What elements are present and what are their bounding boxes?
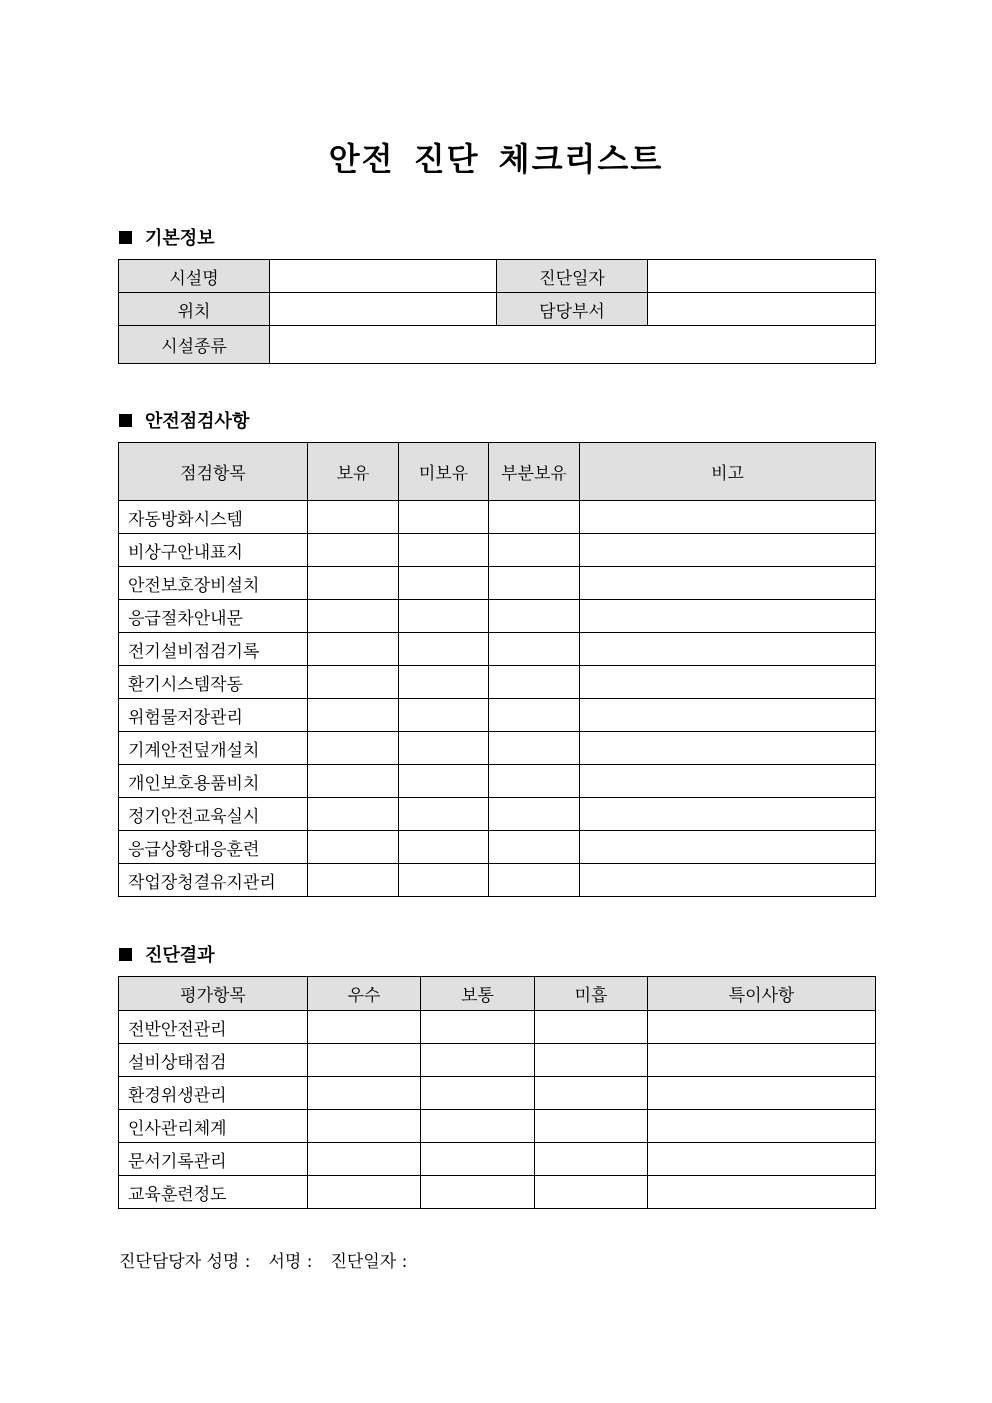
item-label: 위험물저장관리 — [119, 699, 308, 732]
item-label: 교육훈련정도 — [119, 1176, 308, 1209]
check-cell[interactable] — [399, 534, 489, 567]
inspection-row — [119, 501, 876, 534]
label-location: 위치 — [119, 293, 270, 326]
check-cell[interactable] — [489, 765, 580, 798]
col-header: 비고 — [580, 443, 876, 501]
result-row — [119, 1143, 876, 1176]
col-header: 점검항목 — [119, 443, 308, 501]
check-cell[interactable] — [489, 831, 580, 864]
check-cell[interactable] — [308, 798, 399, 831]
check-cell[interactable] — [308, 1077, 421, 1110]
item-label: 정기안전교육실시 — [119, 798, 308, 831]
check-cell[interactable] — [421, 1176, 535, 1209]
inspection-row — [119, 831, 876, 864]
remark-cell[interactable] — [648, 1110, 876, 1143]
remark-cell[interactable] — [580, 600, 876, 633]
item-label: 기계안전덮개설치 — [119, 732, 308, 765]
check-cell[interactable] — [535, 1011, 648, 1044]
remark-cell[interactable] — [580, 831, 876, 864]
check-cell[interactable] — [399, 567, 489, 600]
remark-cell[interactable] — [648, 1044, 876, 1077]
check-cell[interactable] — [399, 699, 489, 732]
inspection-row — [119, 567, 876, 600]
check-cell[interactable] — [308, 534, 399, 567]
col-header: 미흡 — [535, 977, 648, 1011]
section-basic-label: 기본정보 — [145, 228, 215, 249]
section-result-heading — [119, 941, 215, 967]
inspection-row — [119, 633, 876, 666]
remark-cell[interactable] — [580, 666, 876, 699]
result-row — [119, 1044, 876, 1077]
check-cell[interactable] — [308, 765, 399, 798]
check-cell[interactable] — [421, 1143, 535, 1176]
section-inspection-label: 안전점검사항 — [145, 411, 250, 432]
inspection-row — [119, 534, 876, 567]
item-label: 안전보호장비설치 — [119, 567, 308, 600]
inspection-row — [119, 765, 876, 798]
section-basic-heading — [119, 224, 215, 250]
section-result-label: 진단결과 — [145, 945, 215, 966]
check-cell[interactable] — [399, 600, 489, 633]
remark-cell[interactable] — [648, 1077, 876, 1110]
check-cell[interactable] — [489, 666, 580, 699]
check-cell[interactable] — [308, 699, 399, 732]
check-cell[interactable] — [489, 501, 580, 534]
facility-type-field[interactable] — [270, 326, 876, 364]
check-cell[interactable] — [535, 1044, 648, 1077]
check-cell[interactable] — [308, 633, 399, 666]
inspection-header-row — [119, 443, 876, 501]
remark-cell[interactable] — [580, 864, 876, 897]
location-field[interactable] — [270, 293, 497, 326]
check-cell[interactable] — [535, 1077, 648, 1110]
item-label: 인사관리체계 — [119, 1110, 308, 1143]
item-label: 설비상태점검 — [119, 1044, 308, 1077]
check-cell[interactable] — [489, 567, 580, 600]
check-cell[interactable] — [399, 864, 489, 897]
check-cell[interactable] — [489, 732, 580, 765]
inspection-row — [119, 666, 876, 699]
result-table — [118, 976, 876, 1209]
check-cell[interactable] — [399, 501, 489, 534]
square-bullet-icon — [119, 948, 132, 961]
square-bullet-icon — [119, 231, 132, 244]
col-header: 미보유 — [399, 443, 489, 501]
inspection-row — [119, 600, 876, 633]
item-label: 작업장청결유지관리 — [119, 864, 308, 897]
section-inspection-heading — [119, 407, 249, 433]
item-label: 문서기록관리 — [119, 1143, 308, 1176]
inspection-table — [118, 442, 876, 897]
inspection-row — [119, 864, 876, 897]
check-cell[interactable] — [489, 798, 580, 831]
label-department: 담당부서 — [497, 293, 648, 326]
label-diag-date: 진단일자 — [497, 260, 648, 293]
check-cell[interactable] — [308, 831, 399, 864]
diag-date-field[interactable] — [648, 260, 876, 293]
remark-cell[interactable] — [648, 1143, 876, 1176]
col-header: 특이사항 — [648, 977, 876, 1011]
check-cell[interactable] — [421, 1077, 535, 1110]
square-bullet-icon — [119, 414, 132, 427]
check-cell[interactable] — [399, 732, 489, 765]
item-label: 전반안전관리 — [119, 1011, 308, 1044]
inspection-row — [119, 732, 876, 765]
check-cell[interactable] — [535, 1110, 648, 1143]
inspector-name-label: 진단담당자 성명 : — [119, 1252, 251, 1272]
check-cell[interactable] — [308, 1011, 421, 1044]
item-label: 전기설비점검기록 — [119, 633, 308, 666]
check-cell[interactable] — [308, 501, 399, 534]
check-cell[interactable] — [421, 1044, 535, 1077]
col-header: 부분보유 — [489, 443, 580, 501]
check-cell[interactable] — [399, 798, 489, 831]
check-cell[interactable] — [489, 864, 580, 897]
facility-name-field[interactable] — [270, 260, 497, 293]
result-row — [119, 1176, 876, 1209]
check-cell[interactable] — [308, 1143, 421, 1176]
signature-line — [119, 1247, 425, 1272]
remark-cell[interactable] — [580, 699, 876, 732]
result-header-row — [119, 977, 876, 1011]
check-cell[interactable] — [308, 864, 399, 897]
label-facility-type: 시설종류 — [119, 326, 270, 364]
col-header: 우수 — [308, 977, 421, 1011]
remark-cell[interactable] — [580, 798, 876, 831]
check-cell[interactable] — [308, 1110, 421, 1143]
check-cell[interactable] — [399, 831, 489, 864]
check-cell[interactable] — [308, 1176, 421, 1209]
check-cell[interactable] — [489, 600, 580, 633]
col-header: 평가항목 — [119, 977, 308, 1011]
remark-cell[interactable] — [580, 534, 876, 567]
label-facility-name: 시설명 — [119, 260, 270, 293]
remark-cell[interactable] — [580, 567, 876, 600]
inspection-row — [119, 699, 876, 732]
item-label: 비상구안내표지 — [119, 534, 308, 567]
check-cell[interactable] — [308, 732, 399, 765]
check-cell[interactable] — [399, 765, 489, 798]
remark-cell[interactable] — [580, 501, 876, 534]
check-cell[interactable] — [399, 666, 489, 699]
check-cell[interactable] — [421, 1110, 535, 1143]
inspection-row — [119, 798, 876, 831]
check-cell[interactable] — [308, 1044, 421, 1077]
item-label: 개인보호용품비치 — [119, 765, 308, 798]
check-cell[interactable] — [421, 1011, 535, 1044]
check-cell[interactable] — [308, 666, 399, 699]
check-cell[interactable] — [308, 567, 399, 600]
remark-cell[interactable] — [580, 732, 876, 765]
check-cell[interactable] — [489, 534, 580, 567]
footer-date-label: 진단일자 : — [330, 1252, 408, 1272]
item-label: 응급절차안내문 — [119, 600, 308, 633]
item-label: 환기시스템작동 — [119, 666, 308, 699]
result-row — [119, 1077, 876, 1110]
remark-cell[interactable] — [580, 765, 876, 798]
remark-cell[interactable] — [648, 1176, 876, 1209]
remark-cell[interactable] — [648, 1011, 876, 1044]
result-row — [119, 1110, 876, 1143]
check-cell[interactable] — [399, 633, 489, 666]
department-field[interactable] — [648, 293, 876, 326]
check-cell[interactable] — [535, 1143, 648, 1176]
item-label: 응급상황대응훈련 — [119, 831, 308, 864]
check-cell[interactable] — [489, 633, 580, 666]
signature-label: 서명 : — [268, 1252, 313, 1272]
check-cell[interactable] — [308, 600, 399, 633]
check-cell[interactable] — [489, 699, 580, 732]
col-header: 보유 — [308, 443, 399, 501]
basic-info-table — [118, 259, 876, 364]
page-title: 안전 진단 체크리스트 — [328, 140, 664, 178]
col-header: 보통 — [421, 977, 535, 1011]
remark-cell[interactable] — [580, 633, 876, 666]
result-row — [119, 1011, 876, 1044]
item-label: 자동방화시스템 — [119, 501, 308, 534]
check-cell[interactable] — [535, 1176, 648, 1209]
item-label: 환경위생관리 — [119, 1077, 308, 1110]
